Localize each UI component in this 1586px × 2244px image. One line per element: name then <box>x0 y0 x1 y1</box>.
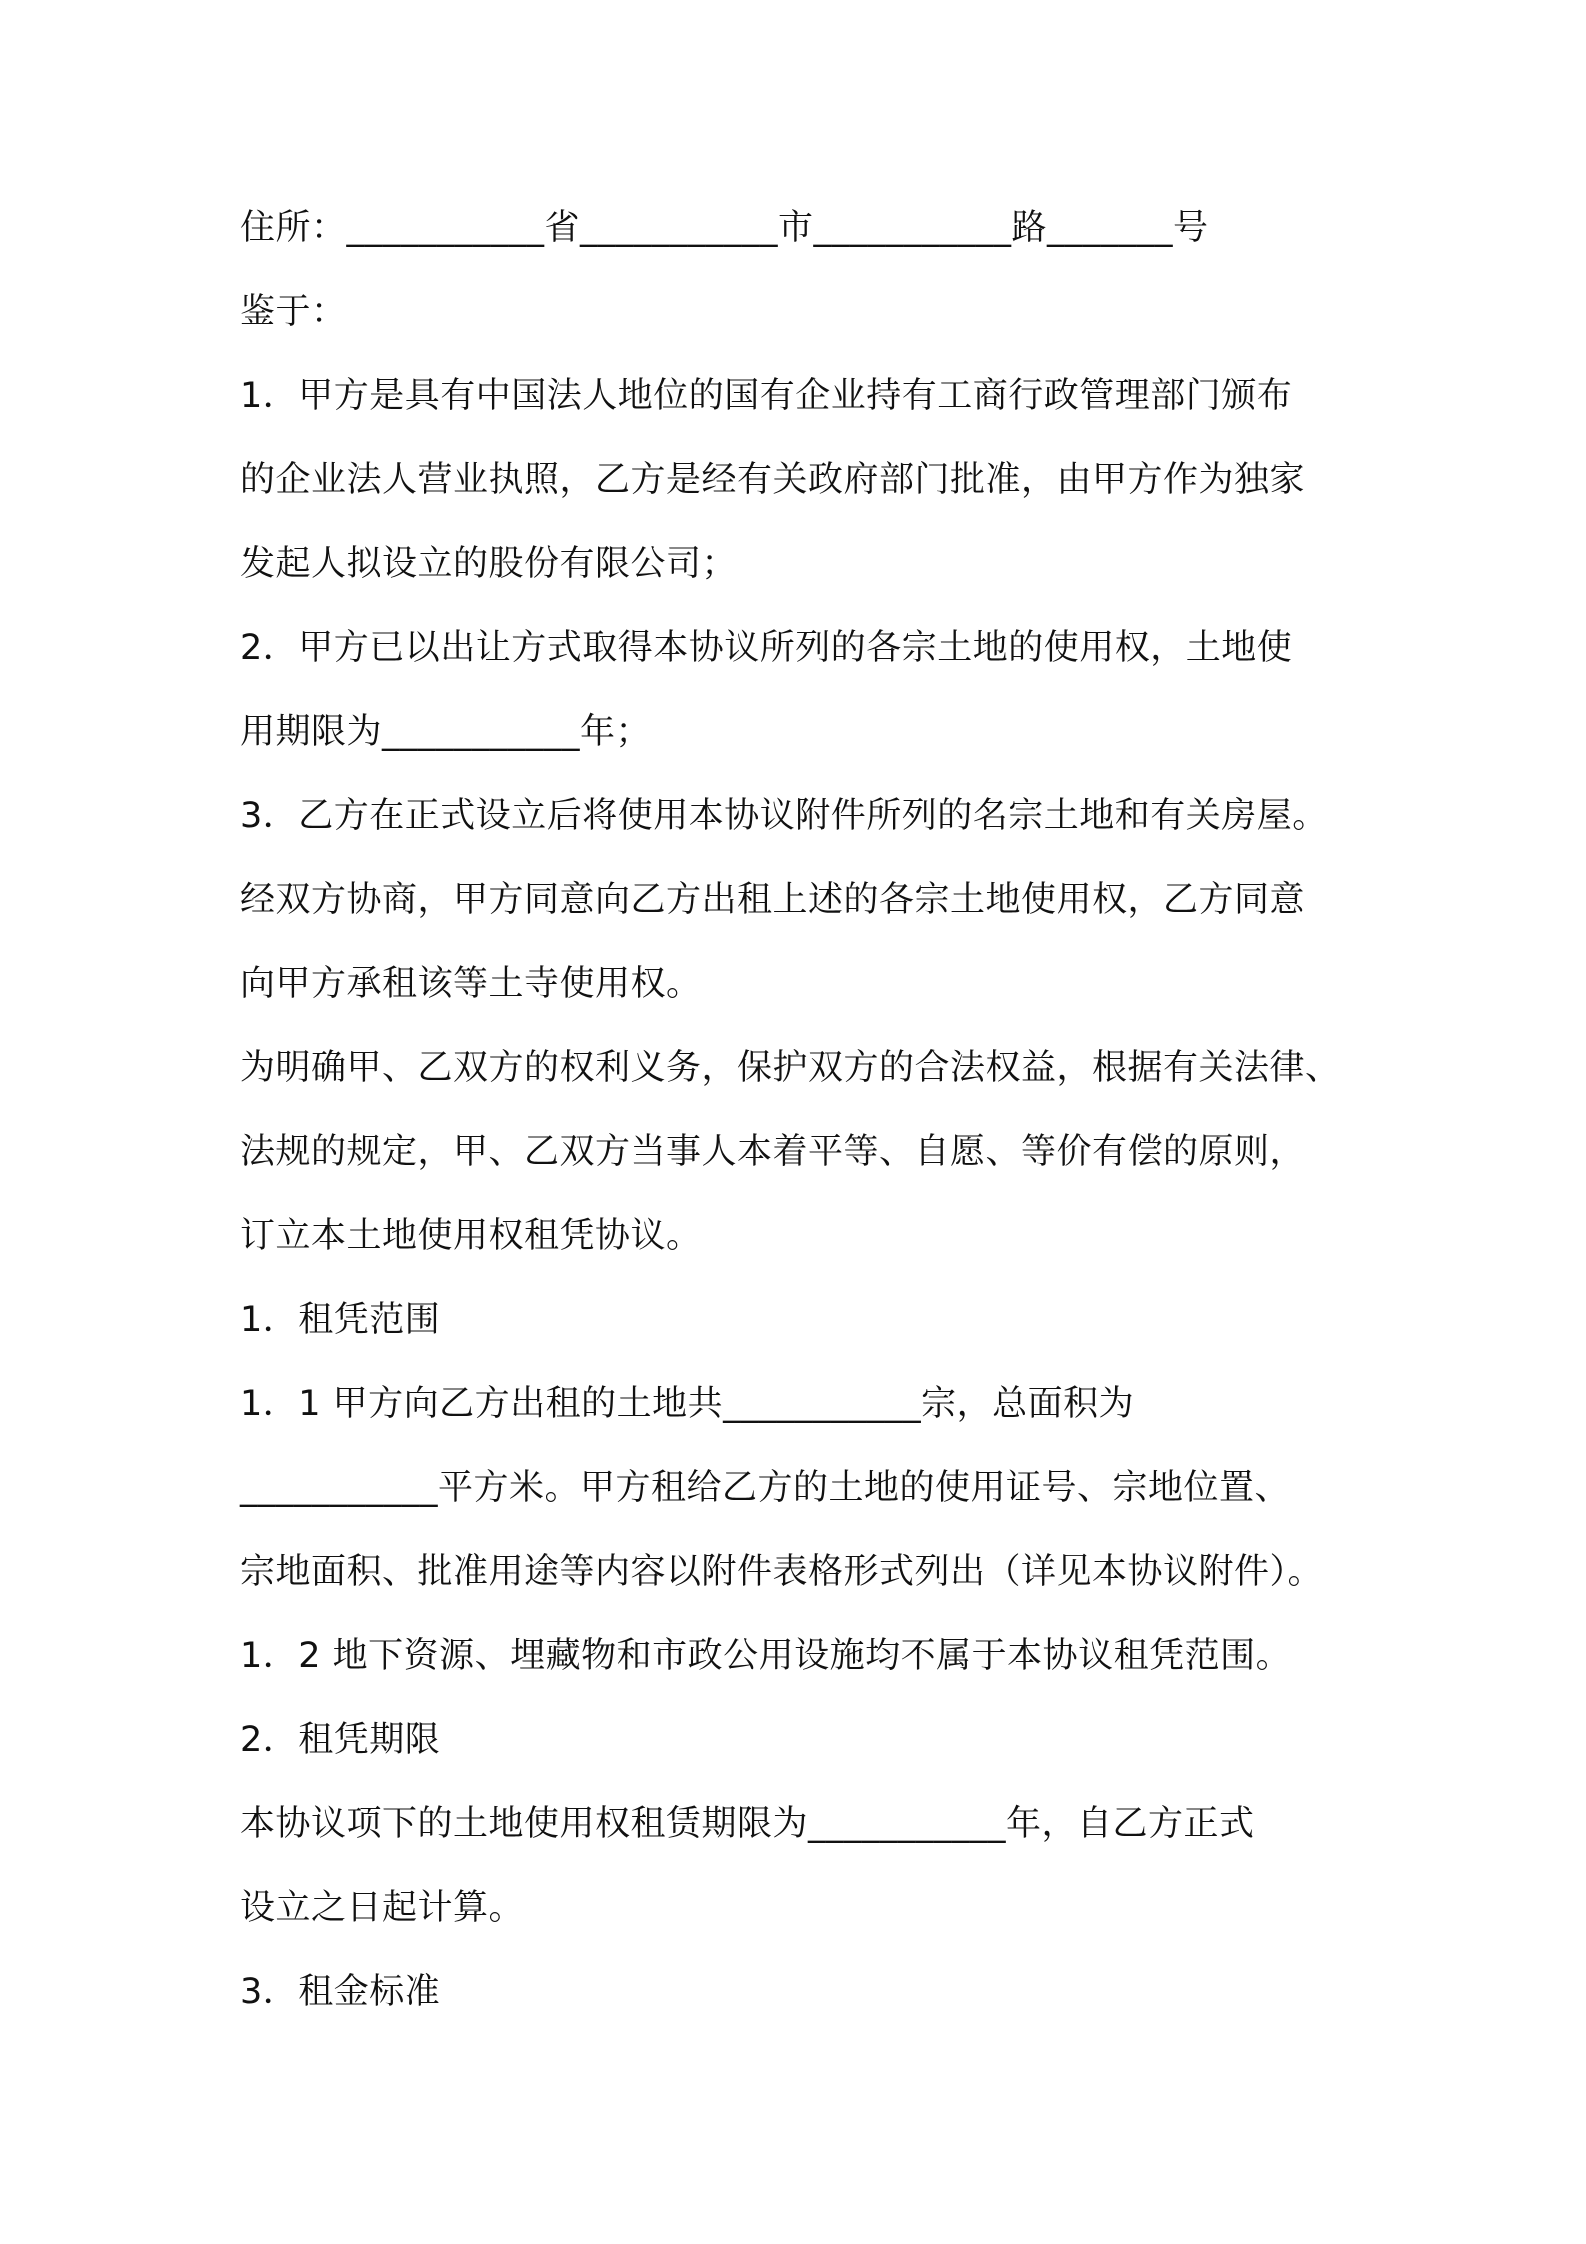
paragraph-line: 1．甲方是具有中国法人地位的国有企业持有工商行政管理部门颁布 <box>240 376 1293 416</box>
paragraph-line: 的企业法人营业执照，乙方是经有关政府部门批准，由甲方作为独家 <box>240 460 1306 500</box>
clause-line: 本协议项下的土地使用权租赁期限为___________年，自乙方正式 <box>240 1804 1255 1844</box>
section-heading: 3．租金标准 <box>240 1972 441 2012</box>
paragraph-line: 用期限为___________年； <box>240 712 652 752</box>
section-heading: 1．租凭范围 <box>240 1300 441 1340</box>
clause-line: 宗地面积、批准用途等内容以附件表格形式列出（详见本协议附件）。 <box>240 1552 1324 1592</box>
clause-line: ___________平方米。甲方租给乙方的土地的使用证号、宗地位置、 <box>240 1468 1291 1508</box>
paragraph-line: 2．甲方已以出让方式取得本协议所列的各宗土地的使用权，土地使 <box>240 628 1293 668</box>
paragraph-line: 向甲方承租该等土寺使用权。 <box>240 964 702 1004</box>
clause-line: 1．1 甲方向乙方出租的土地共___________宗，总面积为 <box>240 1384 1135 1424</box>
paragraph-line: 法规的规定，甲、乙双方当事人本着平等、自愿、等价有偿的原则， <box>240 1132 1306 1172</box>
paragraph-line: 发起人拟设立的股份有限公司； <box>240 544 738 584</box>
whereas-heading: 鉴于： <box>240 292 347 332</box>
clause-line: 1．2 地下资源、埋藏物和市政公用设施均不属于本协议租凭范围。 <box>240 1636 1292 1676</box>
paragraph-line: 为明确甲、乙双方的权利义务，保护双方的合法权益，根据有关法律、 <box>240 1048 1341 1088</box>
section-heading: 2．租凭期限 <box>240 1720 441 1760</box>
paragraph-line: 订立本土地使用权租凭协议。 <box>240 1216 702 1256</box>
paragraph-line: 3．乙方在正式设立后将使用本协议附件所列的名宗土地和有关房屋。 <box>240 796 1328 836</box>
paragraph-line: 经双方协商，甲方同意向乙方出租上述的各宗土地使用权，乙方同意 <box>240 880 1306 920</box>
address-line: 住所：___________省___________市___________路_______号 <box>240 208 1209 248</box>
clause-line: 设立之日起计算。 <box>240 1888 525 1928</box>
